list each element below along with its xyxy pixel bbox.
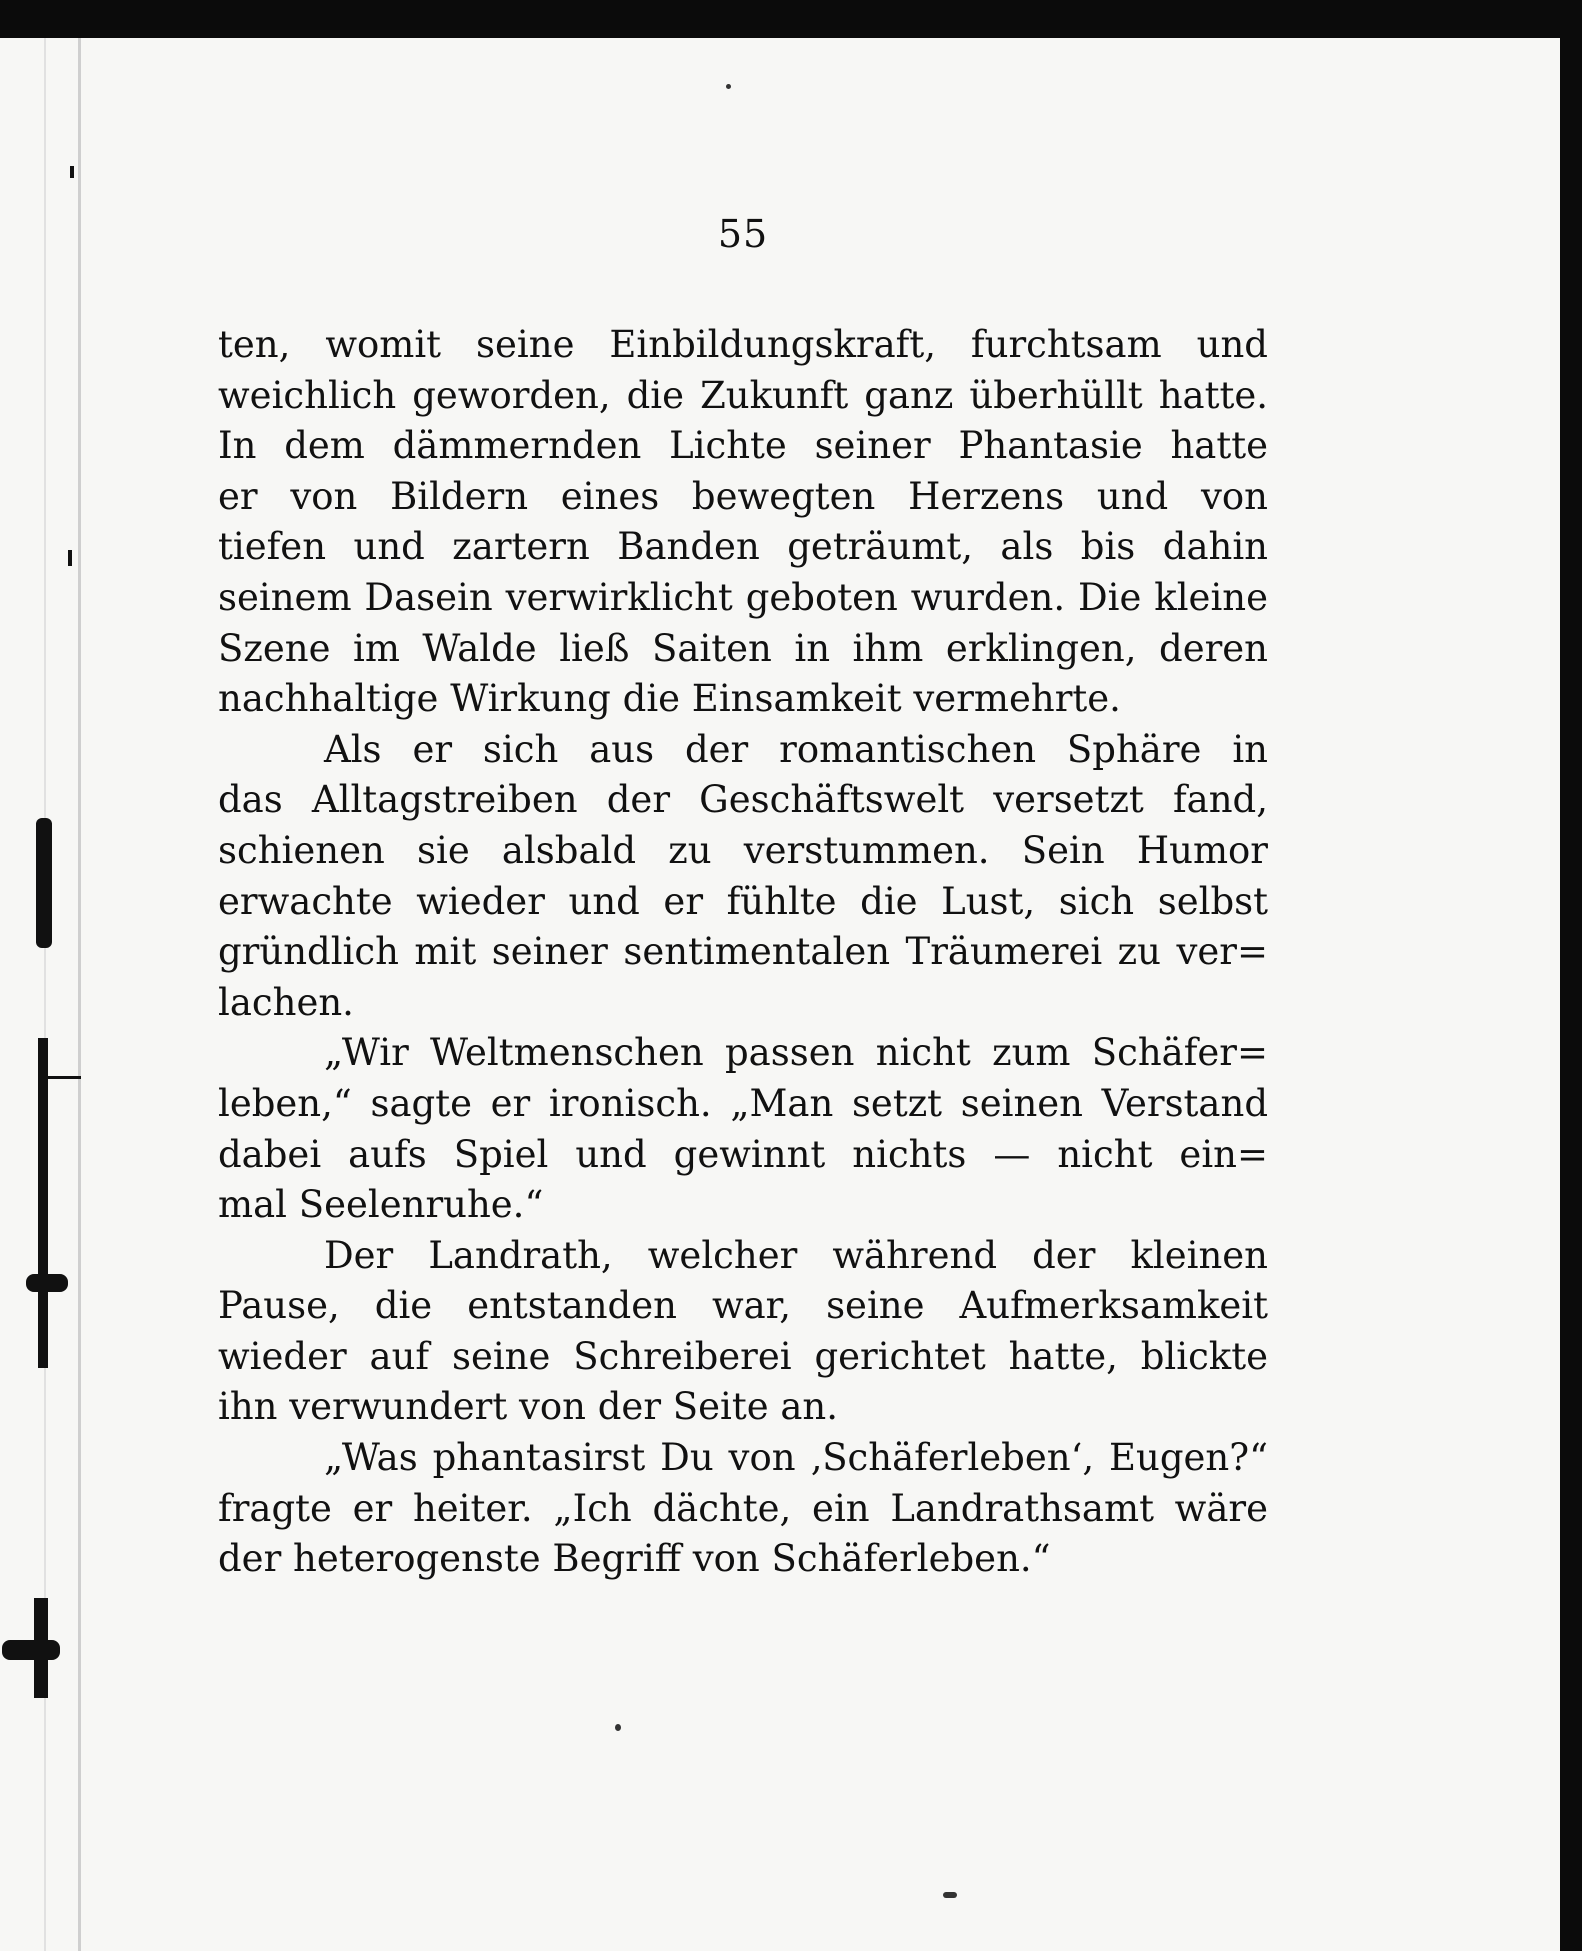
text-line: Als er sich aus der romantischen Sphäre in <box>324 727 1268 771</box>
text-line: ten, womit seine Einbildungskraft, furchtsam und <box>218 323 1268 366</box>
text-line: „Was phantasirst Du von ‚Schäferleben‘, Eugen?“ <box>324 1436 1268 1480</box>
text-line: Der Landrath, welcher während der kleinen <box>324 1233 1268 1277</box>
text-line: erwachte wieder und er fühlte die Lust, sich selbst <box>218 879 1268 923</box>
ink-speck <box>943 1892 957 1898</box>
binding-edge <box>78 38 81 1951</box>
text-line: das Alltagstreiben der Geschäftswelt versetzt fand, <box>218 778 1268 822</box>
text-line: dabei aufs Spiel und gewinnt nichts — nicht ein= <box>218 1132 1268 1176</box>
text-line: fragte er heiter. „Ich dächte, ein Landrathsamt wäre <box>218 1486 1268 1530</box>
binding-thread-mark <box>2 1640 60 1660</box>
text-line: Pause, die entstanden war, seine Aufmerksamkeit <box>218 1284 1268 1328</box>
body-text <box>218 320 1268 1585</box>
scan-border-top <box>0 0 1582 40</box>
binding-thread-mark <box>68 550 72 566</box>
text-line: lachen. <box>218 980 354 1024</box>
text-line: „Wir Weltmenschen passen nicht zum Schäfer= <box>324 1031 1268 1075</box>
binding-thread-mark <box>70 166 74 178</box>
ink-speck <box>615 1724 621 1731</box>
text-line: In dem dämmernden Lichte seiner Phantasie hatte <box>218 424 1268 468</box>
text-line: Szene im Walde ließ Saiten in ihm erklingen, deren <box>218 626 1268 670</box>
text-line: tiefen und zartern Banden geträumt, als bis dahin <box>218 525 1268 569</box>
page-number: 55 <box>717 212 769 256</box>
text-line: mal Seelenruhe.“ <box>218 1183 544 1227</box>
text-line: er von Bildern eines bewegten Herzens und von <box>218 474 1268 518</box>
text-line: nachhaltige Wirkung die Einsamkeit vermehrte. <box>218 677 1121 721</box>
text-line: der heterogenste Begriff von Schäferleben.“ <box>218 1537 1051 1581</box>
binding-thread-mark <box>26 1274 68 1292</box>
ink-speck <box>726 84 731 89</box>
text-line: weichlich geworden, die Zukunft ganz überhüllt hatte. <box>218 373 1268 417</box>
binding-thread-mark <box>38 1038 48 1368</box>
text-line: ihn verwundert von der Seite an. <box>218 1385 839 1429</box>
book-page <box>0 38 1560 1951</box>
binding-thread-mark <box>36 818 52 948</box>
binding-thread-mark <box>39 1076 81 1079</box>
text-line: wieder auf seine Schreiberei gerichtet hatte, blickte <box>218 1334 1268 1378</box>
text-line: leben,“ sagte er ironisch. „Man setzt seinen Verstand <box>218 1081 1268 1125</box>
text-line: gründlich mit seiner sentimentalen Träumerei zu ver= <box>218 930 1268 974</box>
text-line: seinem Dasein verwirklicht geboten wurden. Die kleine <box>218 575 1268 619</box>
scan-border-right <box>1560 0 1582 1951</box>
text-line: schienen sie alsbald zu verstummen. Sein Humor <box>218 828 1268 872</box>
